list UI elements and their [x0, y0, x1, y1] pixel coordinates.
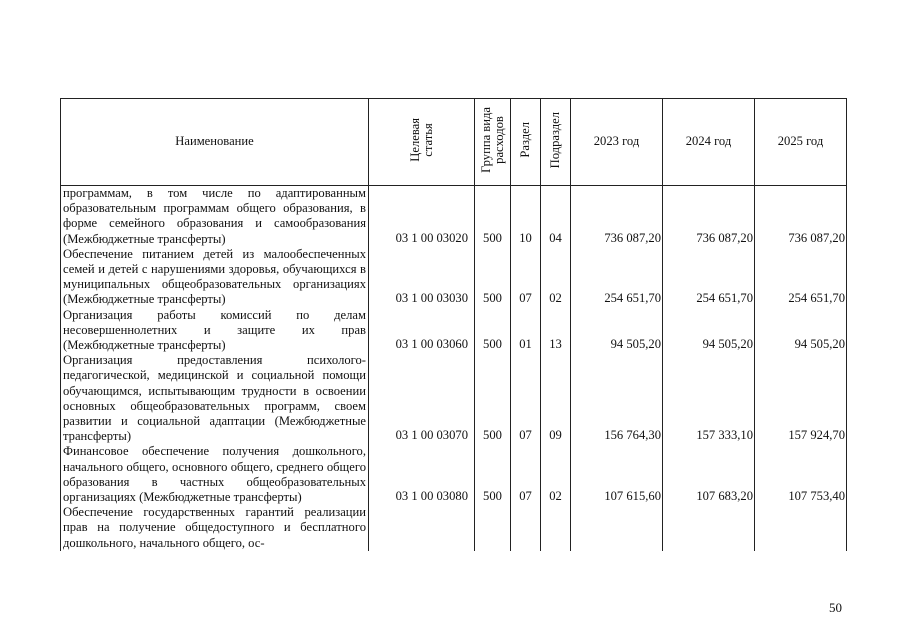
header-2023: 2023 год [571, 99, 663, 186]
table-row [61, 308, 847, 354]
empty-cell [511, 505, 541, 551]
header-2024: 2024 год [663, 99, 755, 186]
header-target-article-label: Целевая статья [407, 118, 435, 162]
row-subsection: 13 [541, 308, 571, 354]
row-name: Обеспечение государственных гарантий реализации прав на получение общедоступного и бесплатного дошкольного, начального общего, ос- [61, 505, 369, 551]
row-group: 500 [475, 247, 511, 308]
row-2024: 254 651,70 [663, 247, 755, 308]
row-section: 10 [511, 186, 541, 247]
row-subsection: 09 [541, 353, 571, 444]
row-target: 03 1 00 03060 [369, 308, 475, 354]
empty-cell [571, 505, 663, 551]
row-2023: 107 615,60 [571, 444, 663, 505]
empty-cell [663, 505, 755, 551]
table-row [61, 247, 847, 308]
empty-cell [755, 505, 847, 551]
page-number: 50 [829, 600, 842, 615]
table-row [61, 186, 847, 247]
table-row [61, 444, 847, 505]
row-group: 500 [475, 444, 511, 505]
empty-cell [541, 505, 571, 551]
header-subsection-label: Подраздел [548, 111, 562, 169]
table-row-continued [61, 505, 847, 551]
row-name: Обеспечение питанием детей из малообеспеченных семей и детей с нарушениями здоровья, обучающихся в муниципальных общеобразовательных организациях (Межбюджетные трансферты) [61, 247, 369, 308]
row-2025: 107 753,40 [755, 444, 847, 505]
row-group: 500 [475, 186, 511, 247]
row-2025: 736 087,20 [755, 186, 847, 247]
header-expense-group [475, 99, 511, 186]
header-section [511, 99, 541, 186]
budget-table [60, 98, 847, 551]
row-2023: 254 651,70 [571, 247, 663, 308]
row-2024: 157 333,10 [663, 353, 755, 444]
header-row [61, 99, 847, 186]
header-name: Наименование [61, 99, 369, 186]
row-2023: 94 505,20 [571, 308, 663, 354]
empty-cell [475, 505, 511, 551]
empty-cell [369, 505, 475, 551]
row-name: программам, в том числе по адаптированным образовательным программам общего образования, в форме семейного образования и самообразования (Межбюджетные трансферты) [61, 186, 369, 247]
row-target: 03 1 00 03030 [369, 247, 475, 308]
row-2024: 736 087,20 [663, 186, 755, 247]
header-target-article [369, 99, 475, 186]
row-2025: 157 924,70 [755, 353, 847, 444]
row-subsection: 04 [541, 186, 571, 247]
row-group: 500 [475, 353, 511, 444]
row-section: 07 [511, 247, 541, 308]
row-target: 03 1 00 03070 [369, 353, 475, 444]
row-section: 01 [511, 308, 541, 354]
row-target: 03 1 00 03020 [369, 186, 475, 247]
header-2025: 2025 год [755, 99, 847, 186]
row-name: Финансовое обеспечение получения дошкольного, начального общего, основного общего, среднего общего образования в частных общеобразовательных организациях (Межбюджетные трансферты) [61, 444, 369, 505]
row-section: 07 [511, 444, 541, 505]
row-section: 07 [511, 353, 541, 444]
header-section-label: Раздел [518, 122, 532, 158]
row-2024: 107 683,20 [663, 444, 755, 505]
row-2023: 156 764,30 [571, 353, 663, 444]
row-2023: 736 087,20 [571, 186, 663, 247]
row-target: 03 1 00 03080 [369, 444, 475, 505]
row-name: Организация работы комиссий по делам несовершеннолетних и защите их прав (Межбюджетные трансферты) [61, 308, 369, 354]
table-row [61, 353, 847, 444]
row-subsection: 02 [541, 444, 571, 505]
header-subsection [541, 99, 571, 186]
row-2025: 254 651,70 [755, 247, 847, 308]
row-2025: 94 505,20 [755, 308, 847, 354]
header-expense-group-label: Группа вида расходов [478, 106, 506, 173]
row-subsection: 02 [541, 247, 571, 308]
row-name: Организация предоставления психолого-педагогической, медицинской и социальной помощи обучающимся, испытывающим трудности в освоении основных общеобразовательных программ, своем развитии и социальной адаптации (Межбюджетные трансферты) [61, 353, 369, 444]
row-2024: 94 505,20 [663, 308, 755, 354]
row-group: 500 [475, 308, 511, 354]
